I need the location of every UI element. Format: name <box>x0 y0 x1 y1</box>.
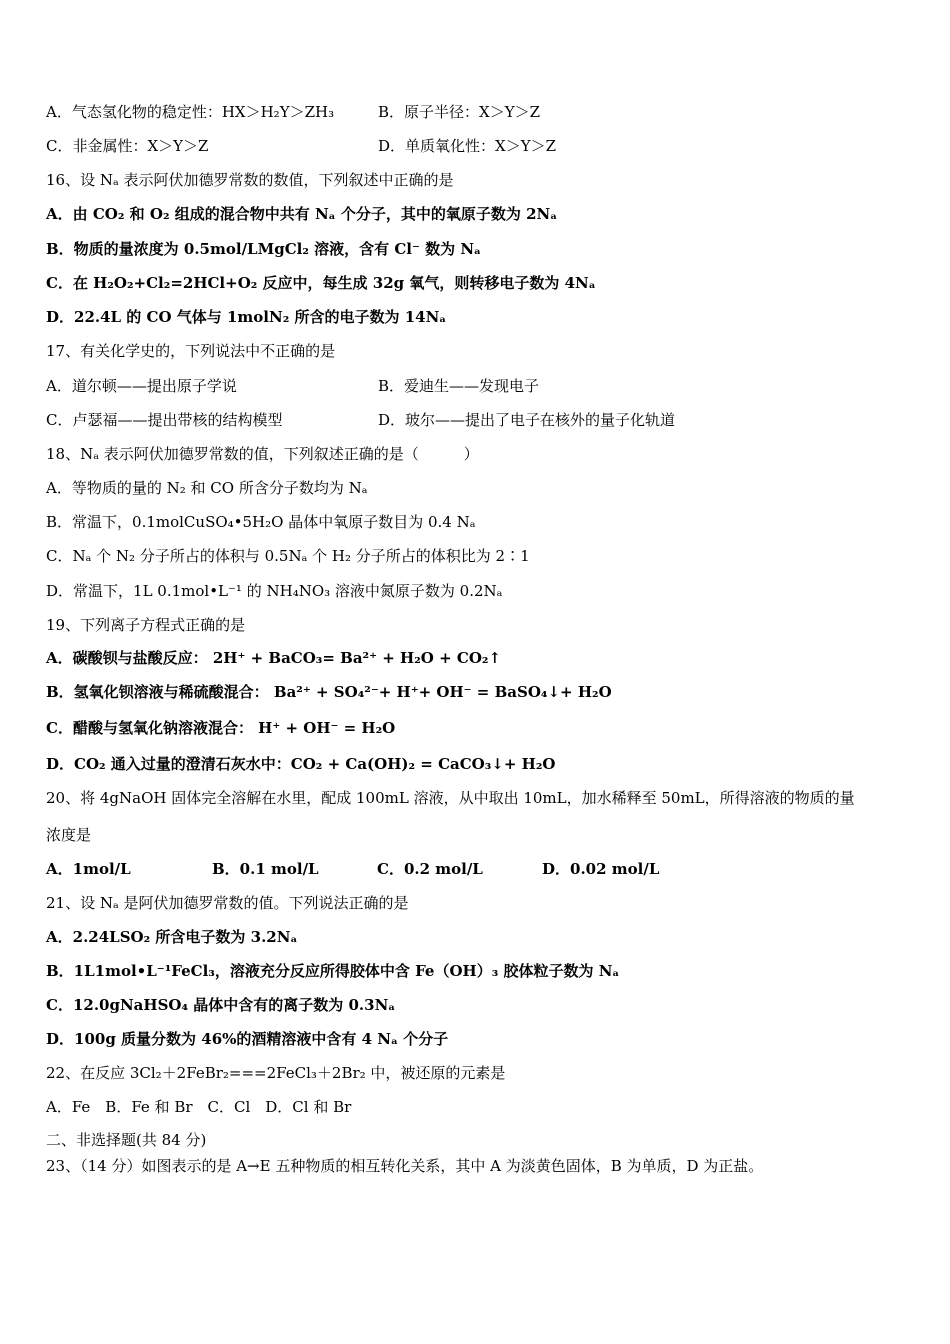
q15-option-d: D．单质氧化性：X＞Y＞Z <box>378 137 557 155</box>
q19-option-d: D．CO₂ 通入过量的澄清石灰水中：CO₂ + Ca(OH)₂ = CaCO₃↓+ H₂O <box>46 755 556 773</box>
q20-option-b: B．0.1 mol/L <box>212 860 319 878</box>
q17-stem: 17、有关化学史的，下列说法中不正确的是 <box>46 342 336 360</box>
q16-option-b: B．物质的量浓度为 0.5mol/LMgCl₂ 溶液，含有 Cl⁻ 数为 Nₐ <box>46 240 482 258</box>
q18-stem: 18、Nₐ 表示阿伏加德罗常数的值，下列叙述正确的是（ ） <box>46 445 479 463</box>
q21-stem: 21、设 Nₐ 是阿伏加德罗常数的值。下列说法正确的是 <box>46 894 409 912</box>
q19-option-b: B．氢氧化钡溶液与稀硫酸混合： Ba²⁺ + SO₄²⁻+ H⁺+ OH⁻ = BaSO₄↓+ H₂O <box>46 683 612 701</box>
q21-option-d: D．100g 质量分数为 46%的酒精溶液中含有 4 Nₐ 个分子 <box>46 1030 449 1048</box>
q21-option-c: C．12.0gNaHSO₄ 晶体中含有的离子数为 0.3Nₐ <box>46 996 396 1014</box>
q18-option-c: C．Nₐ 个 N₂ 分子所占的体积与 0.5Nₐ 个 H₂ 分子所占的体积比为 2∶1 <box>46 547 530 565</box>
q22-options: A．Fe B．Fe 和 Br C．Cl D．Cl 和 Br <box>46 1098 352 1116</box>
q19-option-c: C．醋酸与氢氧化钠溶液混合： H⁺ + OH⁻ = H₂O <box>46 719 396 737</box>
q17-option-c: C．卢瑟福——提出带核的结构模型 <box>46 411 283 429</box>
q16-option-a: A．由 CO₂ 和 O₂ 组成的混合物中共有 Nₐ 个分子，其中的氧原子数为 2Nₐ <box>46 205 558 223</box>
q21-option-a: A．2.24LSO₂ 所含电子数为 3.2Nₐ <box>46 928 298 946</box>
q18-option-a: A．等物质的量的 N₂ 和 CO 所含分子数均为 Nₐ <box>46 479 368 497</box>
q16-option-c: C．在 H₂O₂+Cl₂=2HCl+O₂ 反应中，每生成 32g 氧气，则转移电子数为 4Nₐ <box>46 274 596 292</box>
q23-stem: 23、（14 分）如图表示的是 A→E 五种物质的相互转化关系，其中 A 为淡黄色固体，B 为单质，D 为正盐。 <box>46 1157 764 1175</box>
q19-stem: 19、下列离子方程式正确的是 <box>46 616 246 634</box>
q20-stem-line1: 20、将 4gNaOH 固体完全溶解在水里，配成 100mL 溶液，从中取出 10mL，加水稀释至 50mL，所得溶液的物质的量 <box>46 789 855 807</box>
q15-option-a: A．气态氢化物的稳定性：HX＞H₂Y＞ZH₃ <box>46 103 335 121</box>
q19-option-a: A．碳酸钡与盐酸反应： 2H⁺ + BaCO₃= Ba²⁺ + H₂O + CO₂↑ <box>46 649 502 667</box>
q18-option-b: B．常温下，0.1molCuSO₄•5H₂O 晶体中氧原子数目为 0.4 Nₐ <box>46 513 476 531</box>
q20-option-c: C．0.2 mol/L <box>377 860 483 878</box>
q15-option-c: C．非金属性：X＞Y＞Z <box>46 137 209 155</box>
q17-option-a: A．道尔顿——提出原子学说 <box>46 377 237 395</box>
q20-option-a: A．1mol/L <box>46 860 131 878</box>
q16-stem: 16、设 Nₐ 表示阿伏加德罗常数的数值，下列叙述中正确的是 <box>46 171 454 189</box>
q17-option-b: B．爱迪生——发现电子 <box>378 377 540 395</box>
q17-option-d: D．玻尔——提出了电子在核外的量子化轨道 <box>378 411 676 429</box>
q15-option-b: B．原子半径：X＞Y＞Z <box>378 103 541 121</box>
q18-option-d: D．常温下，1L 0.1mol•L⁻¹ 的 NH₄NO₃ 溶液中氮原子数为 0.2Nₐ <box>46 582 503 600</box>
section-title: 二、非选择题(共 84 分) <box>46 1131 207 1149</box>
q20-option-d: D．0.02 mol/L <box>542 860 660 878</box>
q21-option-b: B．1L1mol•L⁻¹FeCl₃，溶液充分反应所得胶体中含 Fe（OH）₃ 胶体粒子数为 Nₐ <box>46 962 620 980</box>
q16-option-d: D．22.4L 的 CO 气体与 1molN₂ 所含的电子数为 14Nₐ <box>46 308 447 326</box>
q22-stem: 22、在反应 3Cl₂＋2FeBr₂===2FeCl₃＋2Br₂ 中，被还原的元素是 <box>46 1064 506 1082</box>
q20-stem-line2: 浓度是 <box>46 826 92 844</box>
